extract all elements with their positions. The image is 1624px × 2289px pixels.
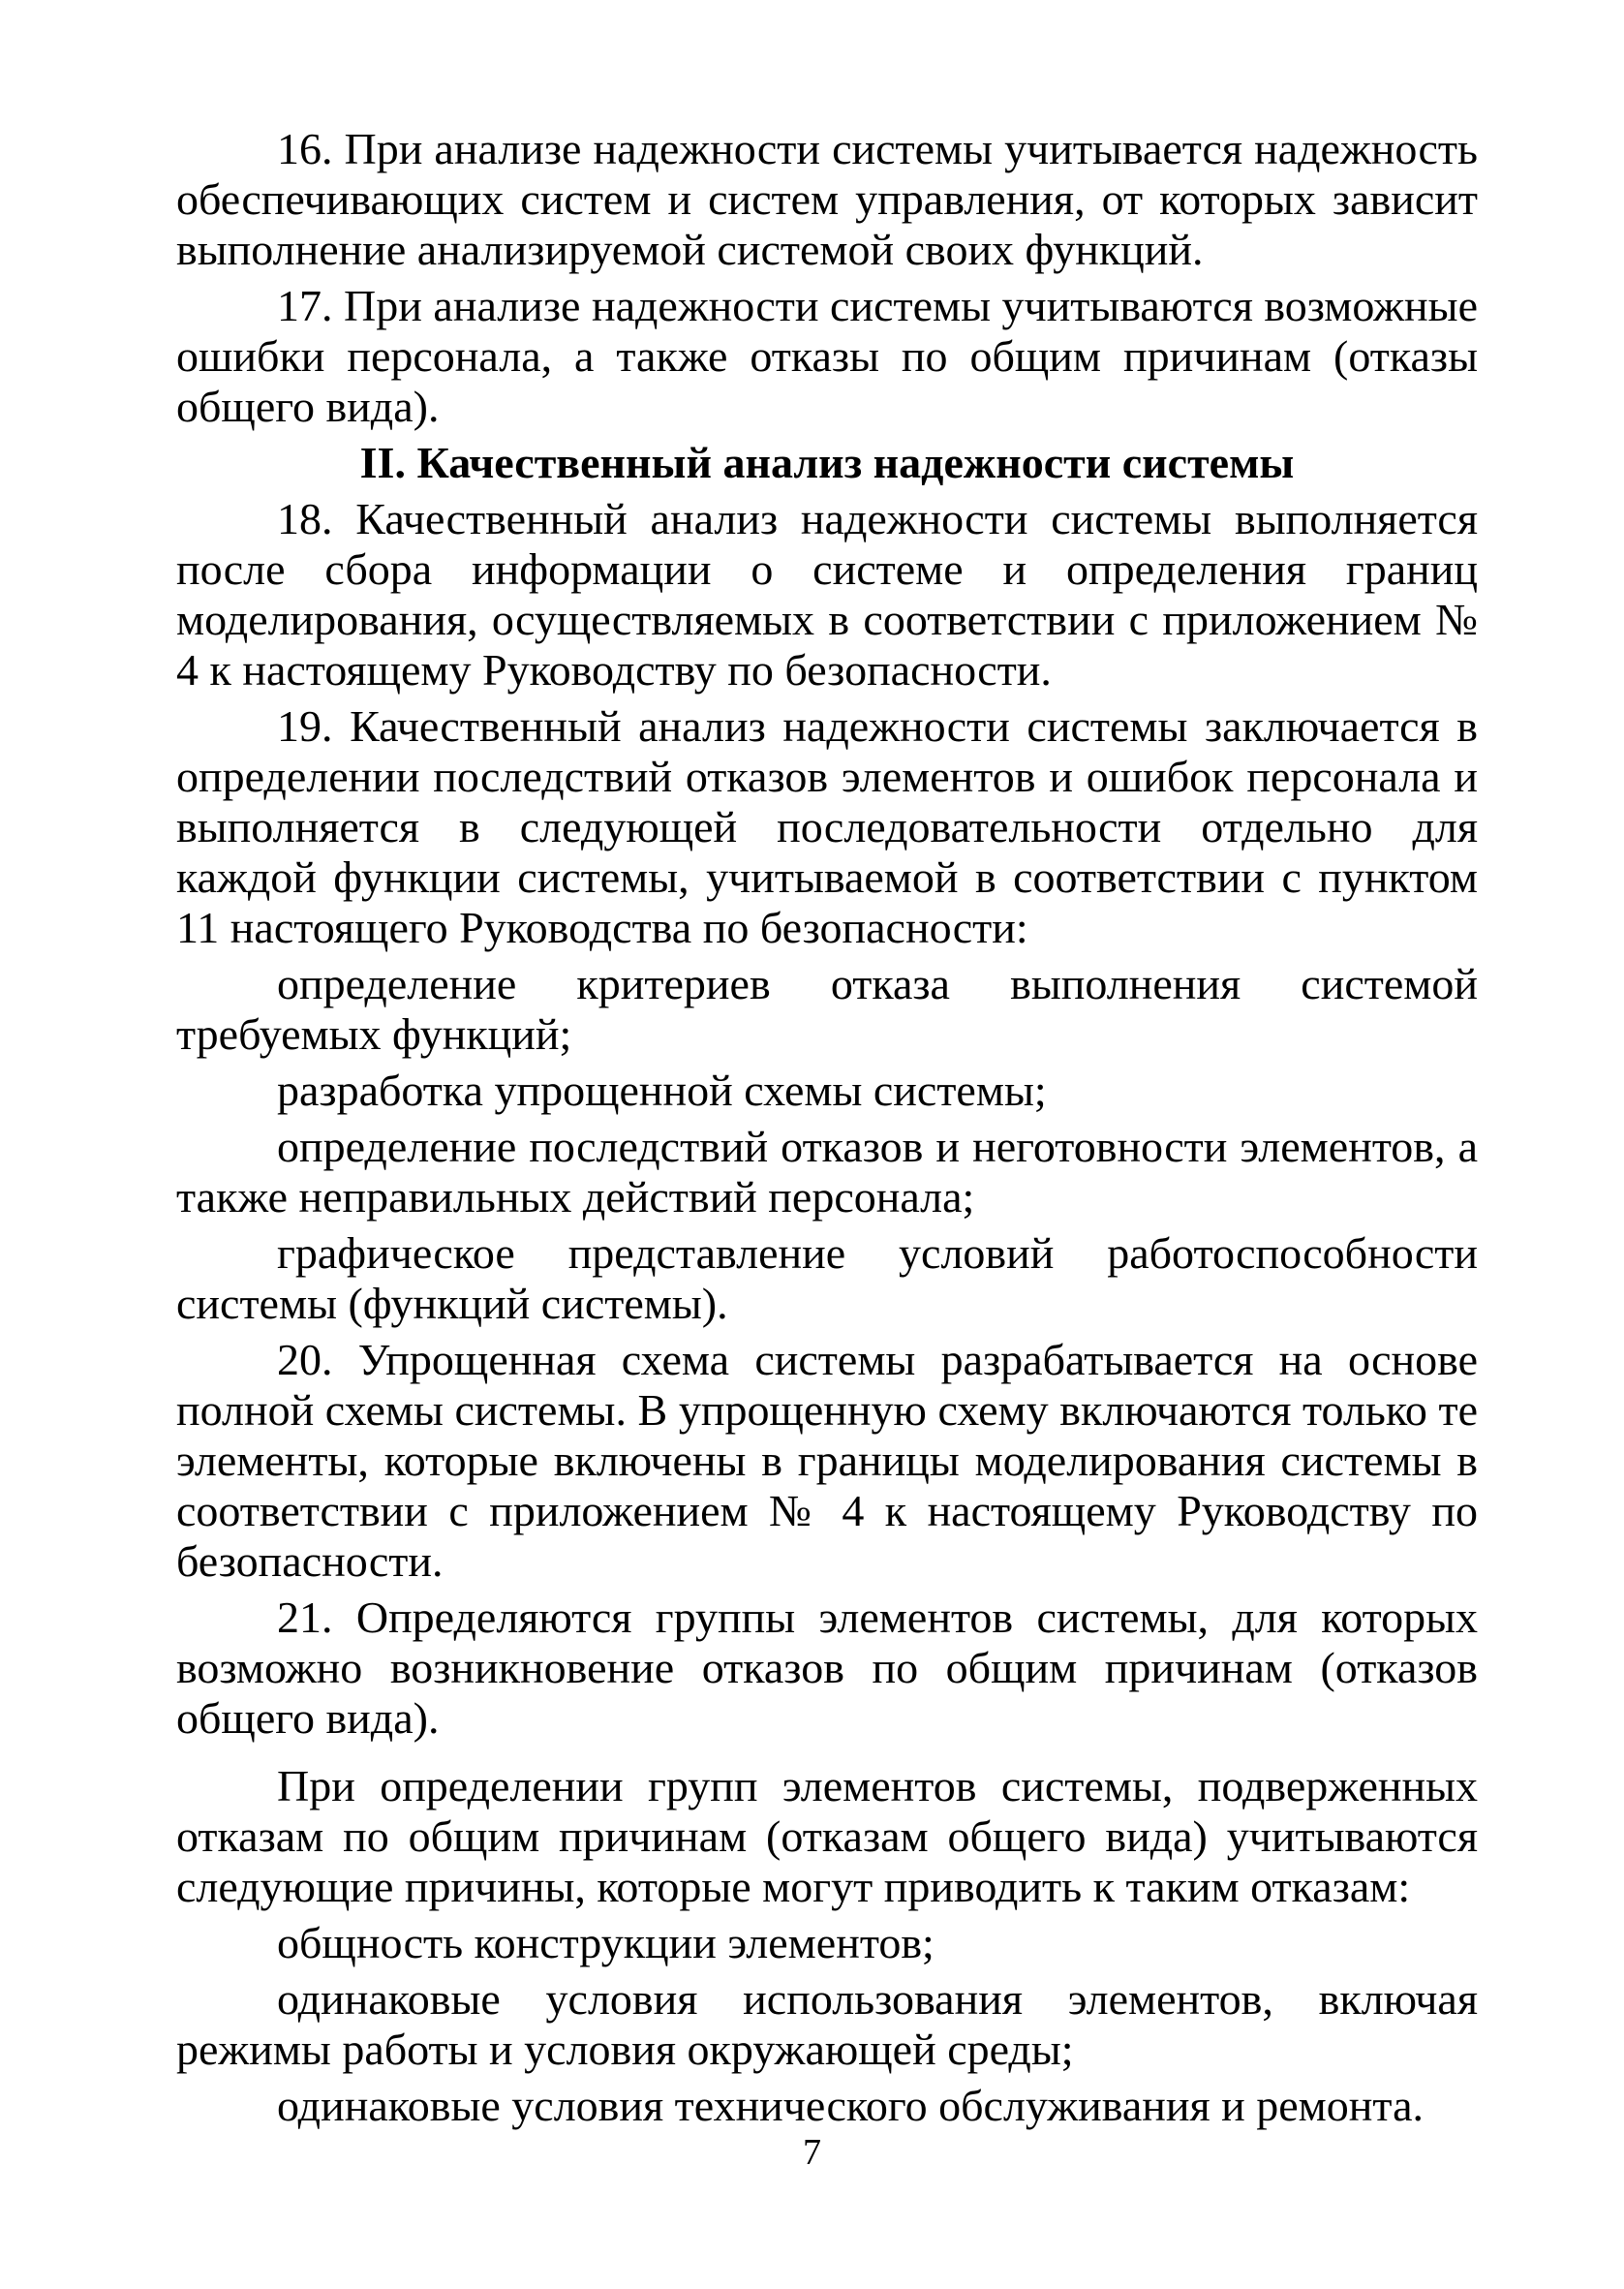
section-heading-ii: II. Качественный анализ надежности системы xyxy=(359,438,1295,487)
list-item-failure-criteria: определение критериев отказа выполнения системой требуемых функций; xyxy=(176,959,1478,1059)
paragraph-common-cause-intro: При определении групп элементов системы, подверженных отказам по общим причинам (отказам общего вида) учитываются следующие причины, которые могут приводить к таким отказам: xyxy=(176,1761,1478,1911)
list-item-failure-consequences: определение последствий отказов и неготовности элементов, а также неправильных действий персонала; xyxy=(176,1122,1478,1222)
list-item-maintenance-conditions: одинаковые условия технического обслуживания и ремонта. xyxy=(277,2081,1424,2130)
list-item-usage-conditions: одинаковые условия использования элементов, включая режимы работы и условия окружающей среды; xyxy=(176,1974,1478,2074)
list-item-simplified-scheme: разработка упрощенной схемы системы; xyxy=(277,1066,1047,1115)
paragraph-20: 20. Упрощенная схема системы разрабатывается на основе полной схемы системы. В упрощенную схему включаются только те элементы, которые включены в границы моделирования системы в соответствии с приложением № 4 к настоящему Руководству по безопасности. xyxy=(176,1335,1478,1586)
list-item-design-commonality: общность конструкции элементов; xyxy=(277,1918,935,1967)
paragraph-21: 21. Определяются группы элементов системы, для которых возможно возникновение отказов по общим причинам (отказов общего вида). xyxy=(176,1593,1478,1743)
page-number: 7 xyxy=(803,2132,821,2173)
paragraph-18: 18. Качественный анализ надежности системы выполняется после сбора информации о системе и определения границ моделирования, осуществляемых в соответствии с приложением № 4 к настоящему Руководству по безопасности. xyxy=(176,494,1478,695)
document-body xyxy=(176,124,1478,2137)
list-item-graphical-representation: графическое представление условий работоспособности системы (функций системы). xyxy=(176,1228,1478,1328)
paragraph-17: 17. При анализе надежности системы учитываются возможные ошибки персонала, а также отказы по общим причинам (отказы общего вида). xyxy=(176,281,1478,431)
paragraph-16: 16. При анализе надежности системы учитывается надежность обеспечивающих систем и систем управления, от которых зависит выполнение анализируемой системой своих функций. xyxy=(176,124,1478,274)
paragraph-19: 19. Качественный анализ надежности системы заключается в определении последствий отказов элементов и ошибок персонала и выполняется в следующей последовательности отдельно для каждой функции системы, учитываемой в соответствии с пунктом 11 настоящего Руководства по безопасности: xyxy=(176,701,1478,952)
